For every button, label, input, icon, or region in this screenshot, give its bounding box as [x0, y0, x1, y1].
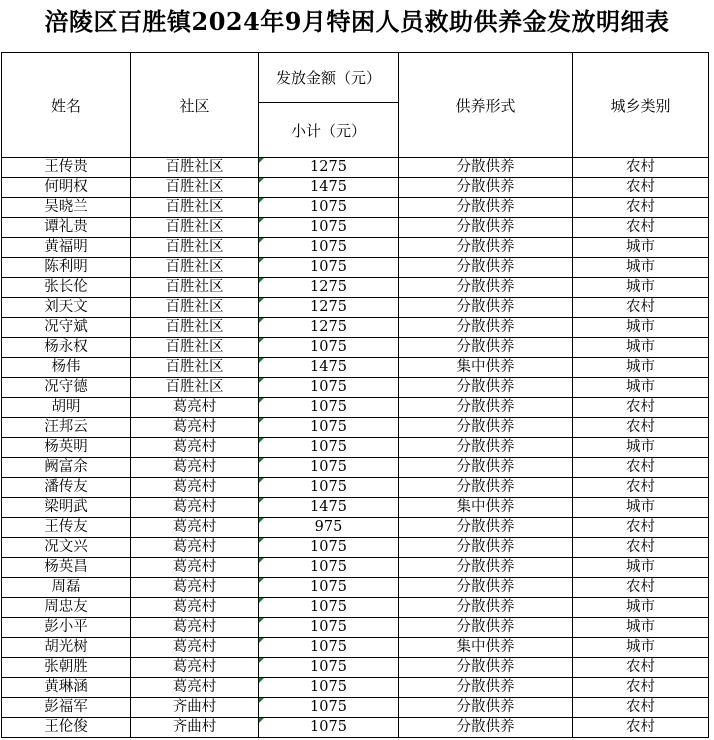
cell-name: 况守德 [2, 378, 131, 398]
cell-support-form: 分散供养 [399, 658, 573, 678]
cell-urban-rural: 农村 [573, 578, 709, 598]
cell-urban-rural: 农村 [573, 198, 709, 218]
table-row [2, 558, 709, 578]
table-row [2, 398, 709, 418]
cell-name: 况守斌 [2, 318, 131, 338]
header-name: 姓名 [2, 53, 131, 158]
cell-support-form: 分散供养 [399, 618, 573, 638]
cell-urban-rural: 农村 [573, 398, 709, 418]
cell-community: 百胜社区 [131, 158, 259, 178]
table-row [2, 438, 709, 458]
header-support-form: 供养形式 [399, 53, 573, 158]
table-row [2, 478, 709, 498]
cell-community: 百胜社区 [131, 178, 259, 198]
cell-urban-rural: 城市 [573, 278, 709, 298]
table-row [2, 638, 709, 658]
cell-urban-rural: 城市 [573, 598, 709, 618]
cell-community: 百胜社区 [131, 318, 259, 338]
cell-amount: 1075 [259, 438, 399, 458]
table-body [2, 158, 709, 738]
cell-community: 葛亮村 [131, 438, 259, 458]
cell-community: 葛亮村 [131, 398, 259, 418]
cell-amount: 1075 [259, 218, 399, 238]
table-row [2, 218, 709, 238]
cell-urban-rural: 城市 [573, 358, 709, 378]
cell-support-form: 分散供养 [399, 718, 573, 738]
cell-urban-rural: 城市 [573, 618, 709, 638]
cell-amount: 1075 [259, 558, 399, 578]
cell-amount: 1075 [259, 398, 399, 418]
cell-urban-rural: 城市 [573, 498, 709, 518]
cell-amount: 1275 [259, 318, 399, 338]
cell-community: 百胜社区 [131, 278, 259, 298]
cell-community: 百胜社区 [131, 358, 259, 378]
cell-support-form: 分散供养 [399, 178, 573, 198]
table-row [2, 378, 709, 398]
cell-name: 刘天文 [2, 298, 131, 318]
cell-name: 周磊 [2, 578, 131, 598]
cell-amount: 1075 [259, 418, 399, 438]
cell-amount: 1075 [259, 718, 399, 738]
header-amount-group: 发放金额（元） [259, 53, 399, 103]
cell-community: 百胜社区 [131, 258, 259, 278]
cell-amount: 1075 [259, 378, 399, 398]
cell-support-form: 分散供养 [399, 598, 573, 618]
table-row [2, 518, 709, 538]
cell-name: 何明权 [2, 178, 131, 198]
cell-name: 张朝胜 [2, 658, 131, 678]
cell-community: 葛亮村 [131, 618, 259, 638]
cell-support-form: 分散供养 [399, 298, 573, 318]
table-row [2, 298, 709, 318]
cell-name: 汪邦云 [2, 418, 131, 438]
cell-name: 阙富余 [2, 458, 131, 478]
cell-name: 梁明武 [2, 498, 131, 518]
cell-amount: 1475 [259, 498, 399, 518]
cell-support-form: 分散供养 [399, 318, 573, 338]
cell-urban-rural: 城市 [573, 558, 709, 578]
cell-community: 百胜社区 [131, 238, 259, 258]
table-row [2, 698, 709, 718]
cell-support-form: 分散供养 [399, 258, 573, 278]
cell-urban-rural: 农村 [573, 678, 709, 698]
table-row [2, 418, 709, 438]
cell-support-form: 集中供养 [399, 498, 573, 518]
table-row [2, 158, 709, 178]
cell-community: 百胜社区 [131, 198, 259, 218]
header-subtotal: 小计（元） [259, 103, 399, 158]
cell-amount: 1275 [259, 278, 399, 298]
cell-support-form: 分散供养 [399, 518, 573, 538]
cell-amount: 1275 [259, 158, 399, 178]
cell-name: 黄福明 [2, 238, 131, 258]
cell-name: 况文兴 [2, 538, 131, 558]
cell-urban-rural: 农村 [573, 418, 709, 438]
cell-name: 王传贵 [2, 158, 131, 178]
cell-community: 葛亮村 [131, 678, 259, 698]
relief-table [1, 52, 709, 738]
cell-amount: 1075 [259, 638, 399, 658]
cell-urban-rural: 农村 [573, 658, 709, 678]
cell-amount: 1075 [259, 678, 399, 698]
cell-community: 百胜社区 [131, 338, 259, 358]
cell-name: 吴晓兰 [2, 198, 131, 218]
header-urban-rural: 城乡类别 [573, 53, 709, 158]
cell-amount: 1075 [259, 238, 399, 258]
cell-support-form: 分散供养 [399, 698, 573, 718]
page-title: 涪陵区百胜镇2024年9月特困人员救助供养金发放明细表 [44, 7, 670, 36]
cell-amount: 1075 [259, 478, 399, 498]
cell-support-form: 分散供养 [399, 538, 573, 558]
cell-urban-rural: 城市 [573, 318, 709, 338]
cell-support-form: 分散供养 [399, 438, 573, 458]
cell-support-form: 分散供养 [399, 578, 573, 598]
cell-amount: 1075 [259, 458, 399, 478]
cell-support-form: 分散供养 [399, 278, 573, 298]
table-row [2, 718, 709, 738]
cell-support-form: 分散供养 [399, 418, 573, 438]
cell-amount: 1075 [259, 598, 399, 618]
cell-amount: 1075 [259, 658, 399, 678]
cell-urban-rural: 城市 [573, 238, 709, 258]
table-row [2, 678, 709, 698]
table-row [2, 658, 709, 678]
cell-amount: 1075 [259, 338, 399, 358]
table-row [2, 178, 709, 198]
cell-name: 胡明 [2, 398, 131, 418]
cell-community: 百胜社区 [131, 298, 259, 318]
cell-support-form: 分散供养 [399, 398, 573, 418]
table-row [2, 338, 709, 358]
table-row [2, 198, 709, 218]
cell-urban-rural: 农村 [573, 718, 709, 738]
cell-name: 杨英昌 [2, 558, 131, 578]
cell-name: 周忠友 [2, 598, 131, 618]
cell-community: 葛亮村 [131, 518, 259, 538]
cell-support-form: 分散供养 [399, 478, 573, 498]
cell-community: 齐曲村 [131, 698, 259, 718]
cell-amount: 1475 [259, 358, 399, 378]
cell-support-form: 分散供养 [399, 218, 573, 238]
table-row [2, 498, 709, 518]
cell-urban-rural: 农村 [573, 518, 709, 538]
cell-name: 杨英明 [2, 438, 131, 458]
cell-support-form: 分散供养 [399, 238, 573, 258]
cell-urban-rural: 农村 [573, 478, 709, 498]
cell-community: 百胜社区 [131, 218, 259, 238]
cell-community: 葛亮村 [131, 478, 259, 498]
table-row [2, 538, 709, 558]
cell-community: 葛亮村 [131, 418, 259, 438]
cell-amount: 1075 [259, 698, 399, 718]
table-row [2, 618, 709, 638]
cell-urban-rural: 城市 [573, 438, 709, 458]
cell-urban-rural: 农村 [573, 178, 709, 198]
cell-urban-rural: 农村 [573, 538, 709, 558]
cell-support-form: 分散供养 [399, 198, 573, 218]
table-row [2, 318, 709, 338]
cell-name: 彭福军 [2, 698, 131, 718]
table-row [2, 258, 709, 278]
cell-support-form: 分散供养 [399, 558, 573, 578]
cell-community: 葛亮村 [131, 498, 259, 518]
cell-urban-rural: 城市 [573, 338, 709, 358]
cell-name: 王传友 [2, 518, 131, 538]
cell-urban-rural: 农村 [573, 298, 709, 318]
cell-name: 胡光树 [2, 638, 131, 658]
cell-support-form: 分散供养 [399, 338, 573, 358]
cell-name: 杨永权 [2, 338, 131, 358]
cell-name: 杨伟 [2, 358, 131, 378]
cell-amount: 1075 [259, 258, 399, 278]
table-row [2, 238, 709, 258]
cell-urban-rural: 农村 [573, 158, 709, 178]
table-row [2, 458, 709, 478]
cell-community: 葛亮村 [131, 538, 259, 558]
cell-amount: 1075 [259, 578, 399, 598]
cell-amount: 975 [259, 518, 399, 538]
cell-name: 陈利明 [2, 258, 131, 278]
cell-urban-rural: 城市 [573, 258, 709, 278]
cell-amount: 1275 [259, 298, 399, 318]
cell-support-form: 分散供养 [399, 458, 573, 478]
cell-community: 葛亮村 [131, 658, 259, 678]
cell-name: 谭礼贵 [2, 218, 131, 238]
cell-community: 齐曲村 [131, 718, 259, 738]
cell-urban-rural: 农村 [573, 698, 709, 718]
cell-community: 百胜社区 [131, 378, 259, 398]
cell-name: 黄琳涵 [2, 678, 131, 698]
cell-amount: 1075 [259, 198, 399, 218]
cell-urban-rural: 城市 [573, 638, 709, 658]
cell-name: 王伦俊 [2, 718, 131, 738]
cell-support-form: 分散供养 [399, 158, 573, 178]
cell-community: 葛亮村 [131, 458, 259, 478]
cell-name: 潘传友 [2, 478, 131, 498]
cell-support-form: 集中供养 [399, 358, 573, 378]
cell-support-form: 集中供养 [399, 638, 573, 658]
table-row [2, 598, 709, 618]
cell-community: 葛亮村 [131, 558, 259, 578]
table-row [2, 278, 709, 298]
table-row [2, 578, 709, 598]
cell-support-form: 分散供养 [399, 378, 573, 398]
cell-amount: 1075 [259, 538, 399, 558]
cell-support-form: 分散供养 [399, 678, 573, 698]
table-row [2, 358, 709, 378]
cell-amount: 1475 [259, 178, 399, 198]
cell-urban-rural: 农村 [573, 458, 709, 478]
cell-amount: 1075 [259, 618, 399, 638]
cell-community: 葛亮村 [131, 578, 259, 598]
cell-name: 张长伦 [2, 278, 131, 298]
cell-community: 葛亮村 [131, 598, 259, 618]
cell-urban-rural: 城市 [573, 378, 709, 398]
cell-community: 葛亮村 [131, 638, 259, 658]
cell-urban-rural: 农村 [573, 218, 709, 238]
cell-name: 彭小平 [2, 618, 131, 638]
header-community: 社区 [131, 53, 259, 158]
